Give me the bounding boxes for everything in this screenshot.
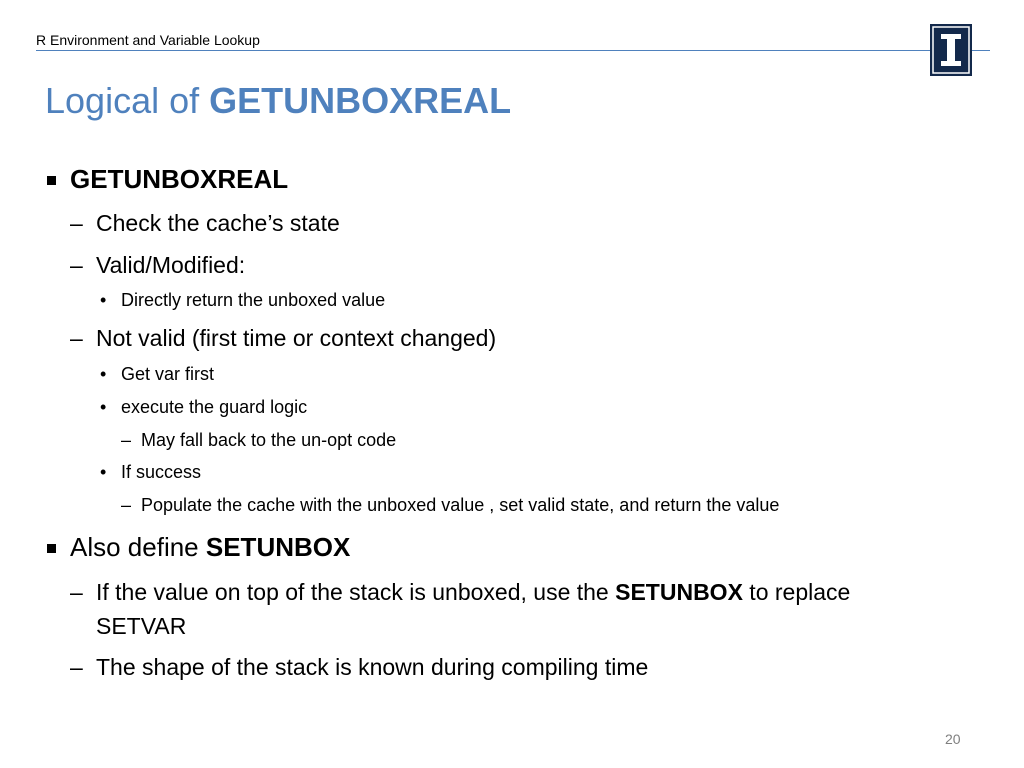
page-number: 20	[945, 731, 961, 747]
university-logo	[930, 24, 972, 76]
dash-marker: –	[121, 495, 132, 515]
slide-header-text: R Environment and Variable Lookup	[36, 32, 260, 48]
bullet-l4: Populate the cache with the unboxed value , set valid state, and return the value	[141, 495, 780, 515]
title-bold: GETUNBOXREAL	[209, 80, 512, 121]
bullet-l1: GETUNBOXREAL	[70, 164, 289, 194]
bullet-l3: If success	[121, 462, 202, 482]
bullet-l2-part: If the value on top of the stack is unboxed, use the	[96, 579, 616, 605]
dash-marker: –	[70, 654, 83, 680]
dash-marker: –	[121, 430, 132, 450]
slide-title	[45, 80, 511, 122]
title-prefix: Logical of	[45, 80, 210, 121]
dot-marker: •	[100, 397, 107, 417]
dot-marker: •	[100, 290, 107, 310]
bullet-l2: Valid/Modified:	[96, 252, 246, 278]
bullet-l2-continuation: SETVAR	[96, 613, 187, 639]
bullet-l1	[70, 532, 350, 563]
bullet-l2: Not valid (first time or context changed)	[96, 325, 497, 351]
dash-marker: –	[70, 252, 83, 278]
dash-marker: –	[70, 579, 83, 605]
dash-marker: –	[70, 325, 83, 351]
header-rule	[36, 50, 990, 51]
dot-marker: •	[100, 462, 107, 482]
bullet-l2-part: to replace	[742, 579, 851, 605]
bullet-l2-bold: SETUNBOX	[615, 579, 743, 605]
bullet-l3: Get var first	[121, 364, 215, 384]
bullet-l1-prefix: Also define	[70, 532, 206, 562]
bullet-l2: Check the cache’s state	[96, 210, 340, 236]
bullet-l2: The shape of the stack is known during compiling time	[96, 654, 649, 680]
bullet-l3: Directly return the unboxed value	[121, 290, 386, 310]
square-bullet	[47, 176, 56, 185]
bullet-l1-bold: SETUNBOX	[205, 532, 351, 562]
dash-marker: –	[70, 210, 83, 236]
bullet-l2	[96, 579, 850, 606]
square-bullet	[47, 544, 56, 553]
dot-marker: •	[100, 364, 107, 384]
bullet-l4: May fall back to the un-opt code	[141, 430, 397, 450]
bullet-l3: execute the guard logic	[121, 397, 308, 417]
